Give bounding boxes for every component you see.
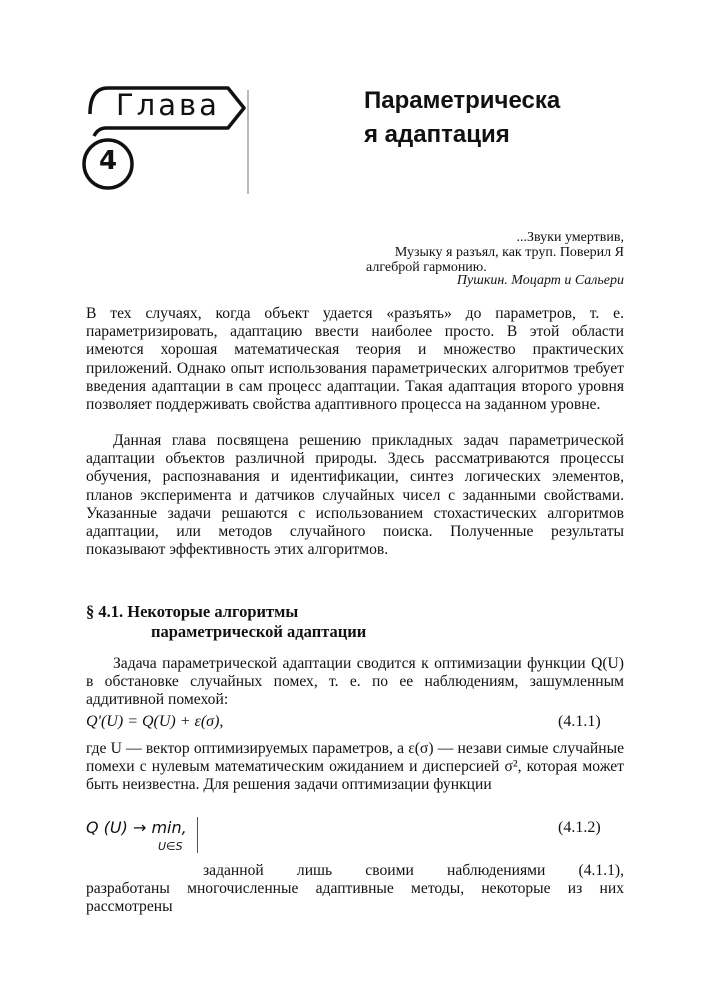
epigraph-line2: Музыку я разъял, как труп. Поверил Я (394, 245, 624, 260)
formula-4-1-2-subscript: U∈S (158, 840, 183, 853)
epigraph-attribution: Пушкин. Моцарт и Сальери (456, 273, 624, 288)
chapter-title-line1: Параметрическа (364, 87, 561, 114)
intro-paragraph-1: В тех случаях, когда объект удается «разъять» до параметров, т. е. параметризировать, адаптацию ввести наиболее просто. В этой области имеются хорошая математическая теория и множество практических приложений. Однако опыт использования параметрических алгоритмов требует введения адаптации в сам процесс адаптации. Такая адаптация второго уровня позволяет поддерживать свойства адаптивного процесса на заданном уровне. (86, 305, 624, 414)
epigraph-line3: алгеброй гармонию. (366, 260, 487, 275)
chapter-title (364, 84, 624, 152)
section-heading-line2: параметрической адаптации (151, 622, 367, 641)
epigraph-line1: ...Звуки умертвив, (516, 230, 624, 245)
formula-4-1-1-number: (4.1.1) (558, 713, 601, 730)
intro-paragraph-2: Данная глава посвящена решению прикладных задач параметрической адаптации объектов различной природы. Здесь рассматриваются процессы обучения, распознавания и идентификации, синтез логических элементов, планов эксперимента и датчиков случайных чисел с заданными свойствами. Указанные задачи решаются с использованием стохастических алгоритмов адаптации, или методов случайного поиска. Полученные результаты показывают эффективность этих алгоритмов. (86, 432, 624, 559)
section-paragraph-3-line1: заданной лишь своими наблюдениями (4.1.1), (203, 862, 624, 879)
chapter-label: Глава (116, 88, 220, 122)
formula-4-1-2: Q (U) → min, (86, 818, 187, 837)
chapter-number: 4 (98, 146, 118, 176)
formula-4-1-2-number: (4.1.2) (558, 819, 601, 836)
formula-4-1-2-bar (197, 817, 198, 853)
section-paragraph-2: где U — вектор оптимизируемых параметров, а ε(σ) — незави симые случайные помехи с нулевым математическим ожиданием и дисперсией σ², которая может быть неизвестна. Для решения задачи оптимизации функции (86, 740, 624, 794)
section-paragraph-1: Задача параметрической адаптации сводится к оптимизации функции Q(U) в обстановке случайных помех, т. е. по ее наблюдениям, зашумленным аддитивной помехой: (86, 655, 624, 709)
chapter-title-line2: я адаптация (364, 121, 510, 148)
section-paragraph-3-rest: разработаны многочисленные адаптивные методы, некоторые из них рассмотрены (86, 880, 624, 916)
formula-4-1-1: Q'(U) = Q(U) + ε(σ), (86, 713, 224, 730)
section-heading-line1: § 4.1. Некоторые алгоритмы (86, 602, 299, 621)
